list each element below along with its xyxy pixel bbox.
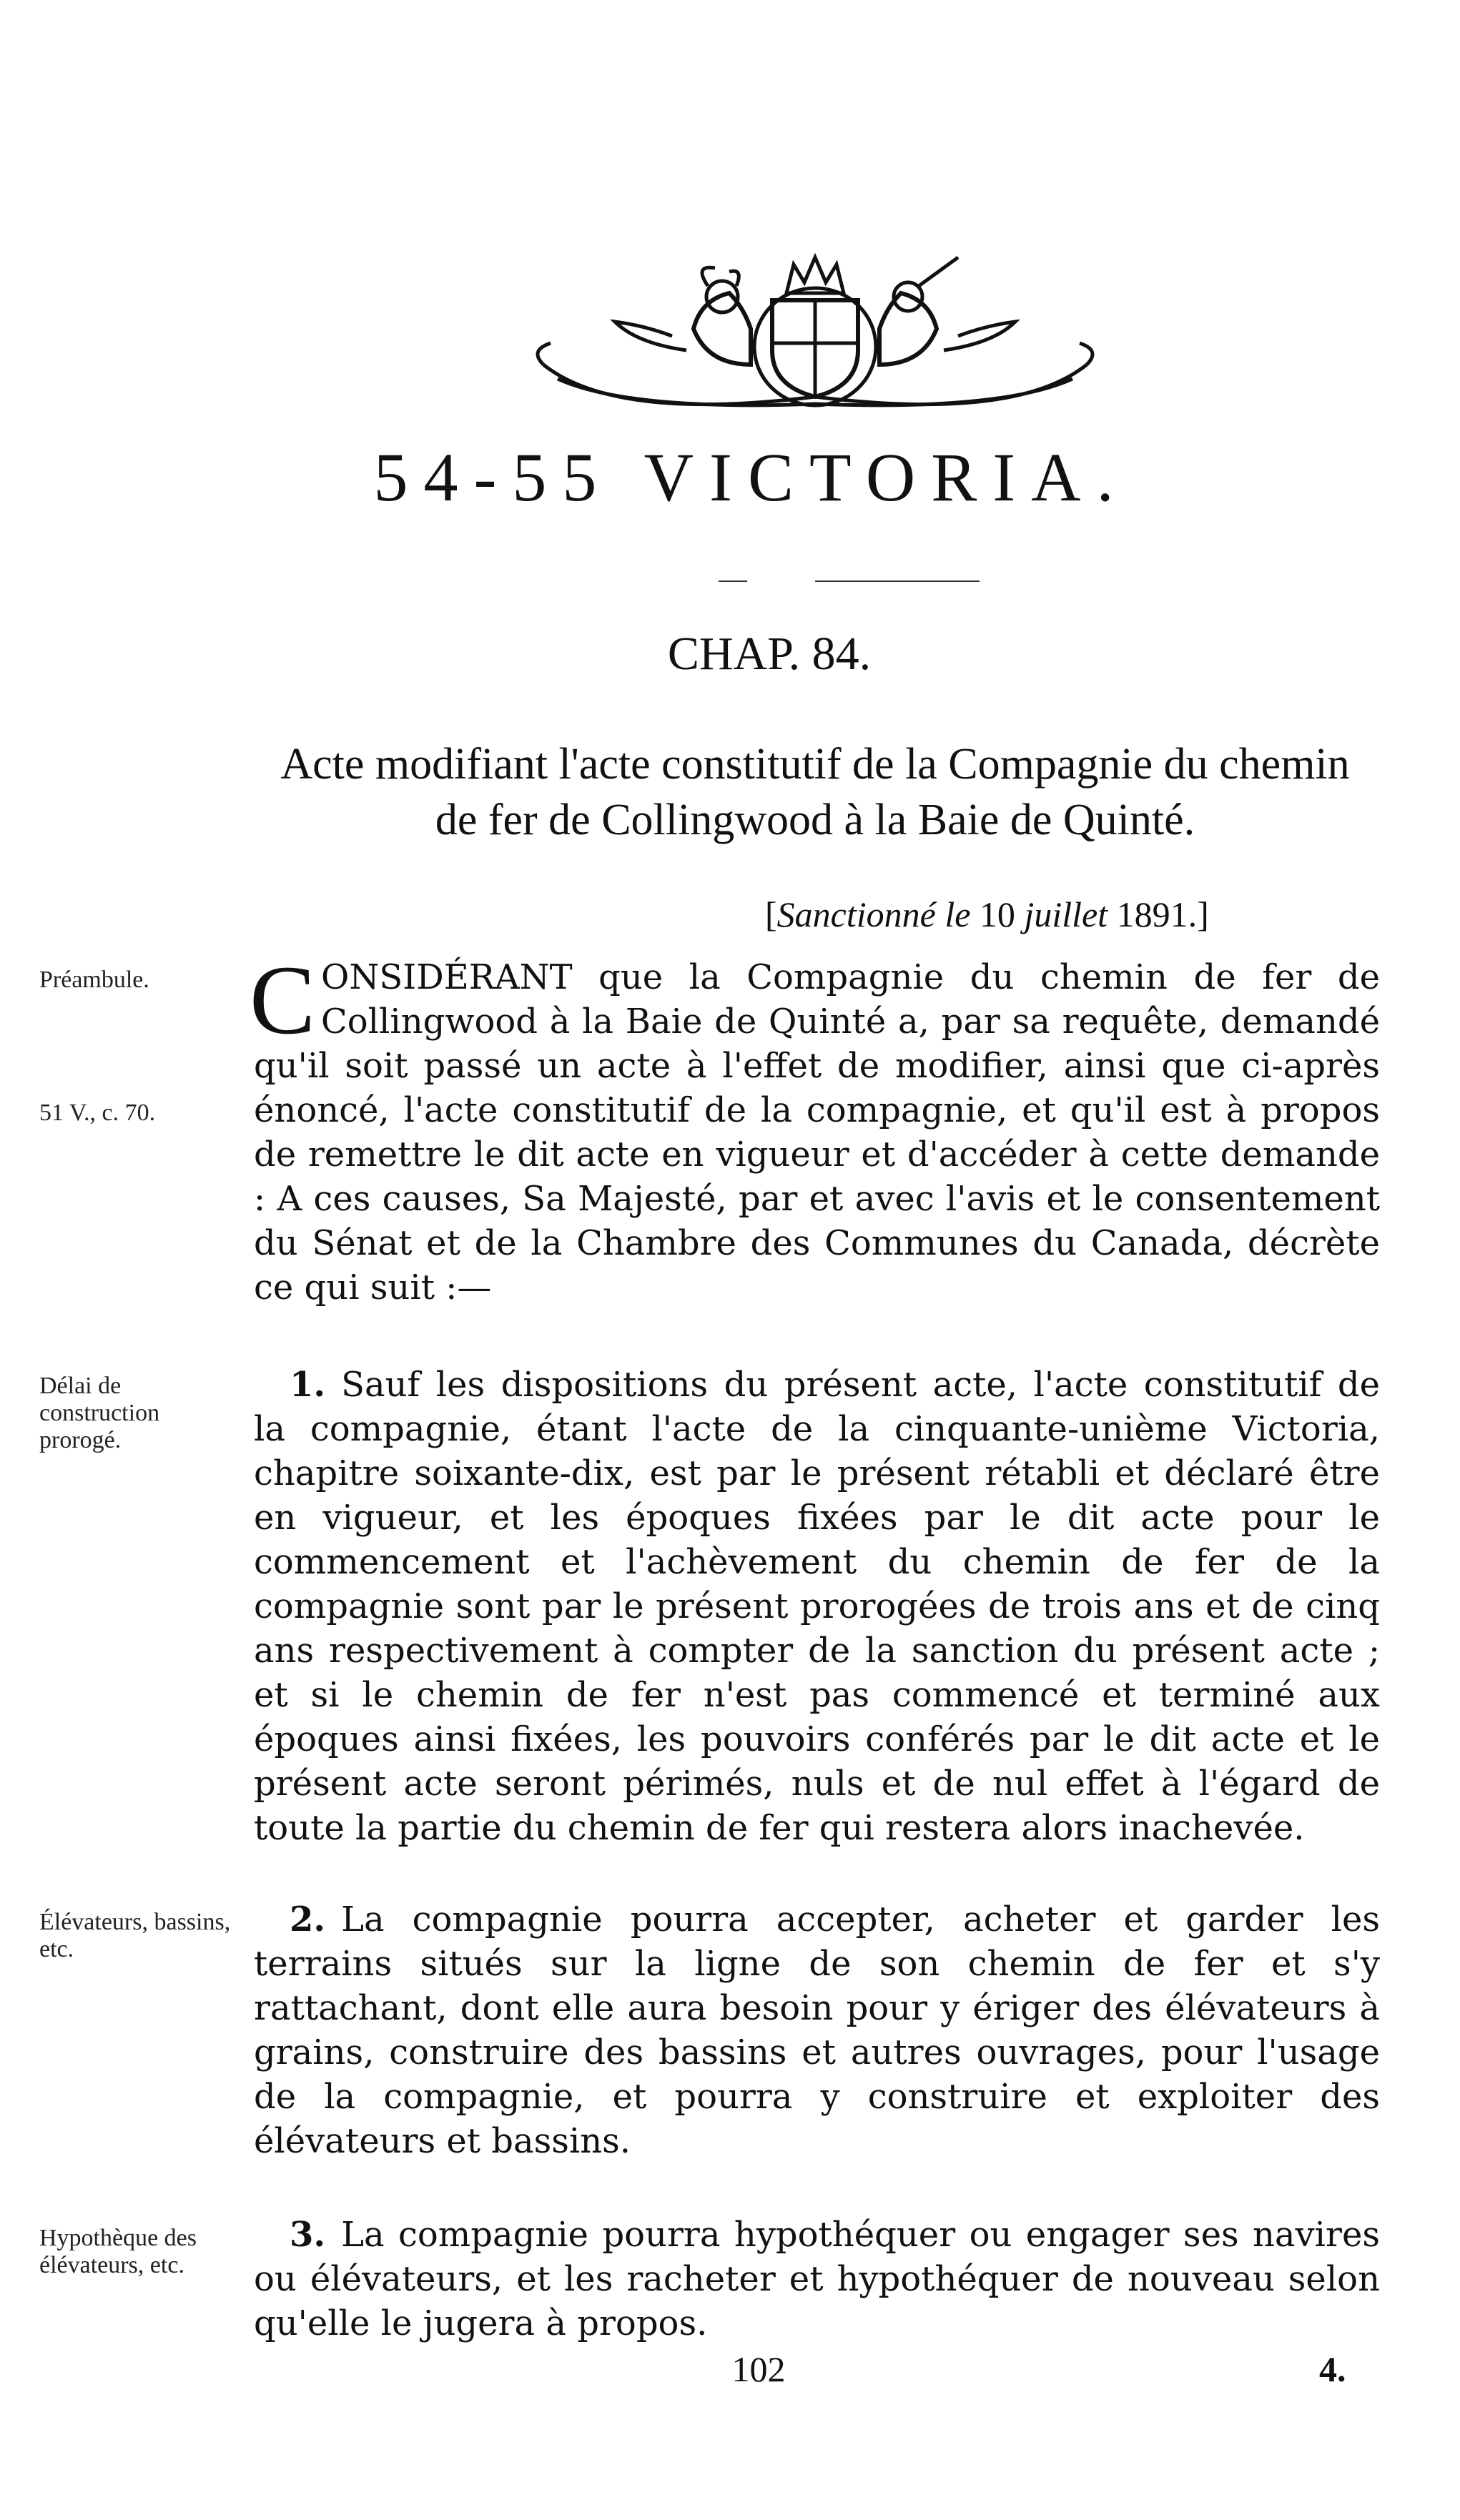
heading-rule-segment	[815, 580, 980, 582]
section-2-text: La compagnie pourra accepter, acheter et garder les terrains situés sur la ligne de son chemin de fer et s'y rattachant, dont elle aura besoin pour y ériger des élévateurs à grains, construire des bassins et autres ouvrages, pour l'usage de la compagnie, et pourra y construire et exploiter des élévateurs et bassins.	[254, 1899, 1380, 2161]
royal-assent-date	[765, 894, 1209, 935]
margin-note-section-2: Élévateurs, bassins, etc.	[39, 1909, 231, 1962]
section-1	[254, 1363, 1380, 1850]
section-2	[254, 1897, 1380, 2163]
page-number: 102	[731, 2349, 786, 2389]
preamble-text: ONSIDÉRANT que la Compagnie du chemin de fer de Collingwood à la Baie de Quinté a, par sa requête, demandé qu'il soit passé un acte à l'effet de modifier, ainsi que ci-après énoncé, l'acte constitutif de la compagnie, et qu'il est à propos de remettre le dit acte en vigueur et d'accéder à cette demande : A ces causes, Sa Majesté, par et avec l'avis et le consentement du Sénat et de la Chambre des Communes du Canada, décrète ce qui suit :—	[254, 957, 1380, 1308]
royal-coat-of-arms	[529, 243, 1101, 422]
preamble-dropcap: C	[250, 945, 316, 1054]
section-1-number: 1.	[290, 1365, 326, 1405]
margin-note-reference: 51 V., c. 70.	[39, 1100, 156, 1126]
assent-open-bracket: [	[765, 894, 777, 934]
assent-day: 10	[979, 894, 1015, 934]
preamble-paragraph	[250, 945, 1380, 1310]
section-3-number: 3.	[290, 2215, 326, 2255]
margin-note-section-3: Hypothèque des élévateurs, etc.	[39, 2225, 197, 2278]
assent-month: juillet	[1024, 894, 1108, 934]
assent-year: 1891.]	[1116, 894, 1209, 934]
heading-rule-segment	[719, 580, 747, 582]
chapter-number: CHAP. 84.	[667, 628, 872, 680]
regnal-year-heading: 54-55 VICTORIA.	[373, 439, 1130, 515]
act-title: Acte modifiant l'acte constitutif de la Compagnie du chemin de fer de Collingwood à la Baie de Quinté.	[280, 740, 1350, 844]
margin-note-preamble: Préambule.	[39, 967, 149, 993]
section-3	[254, 2213, 1380, 2346]
catchword: 4.	[1319, 2349, 1346, 2389]
section-1-text: Sauf les dispositions du présent acte, l'acte constitutif de la compagnie, étant l'acte de la cinquante-unième Victoria, chapitre soixante-dix, est par le présent rétabli et déclaré être en vigueur, et les époques fixées par le dit acte pour le commencement et l'achèvement du chemin de fer de la compagnie sont par le présent prorogées de trois ans et de cinq ans respectivement à compter de la sanction du présent acte ; et si le chemin de fer n'est pas commencé et terminé aux époques ainsi fixées, les pouvoirs conférés par le dit acte et le présent acte seront périmés, nuls et de nul effet à l'égard de toute la partie du chemin de fer qui restera alors inachevée.	[254, 1365, 1380, 1848]
margin-note-section-1: Délai de construction prorogé.	[39, 1373, 160, 1453]
section-2-number: 2.	[290, 1899, 326, 1940]
section-3-text: La compagnie pourra hypothéquer ou engager ses navires ou élévateurs, et les racheter et hypothéquer de nouveau selon qu'elle le jugera à propos.	[254, 2215, 1380, 2343]
assent-prefix: Sanctionné le	[776, 894, 971, 934]
